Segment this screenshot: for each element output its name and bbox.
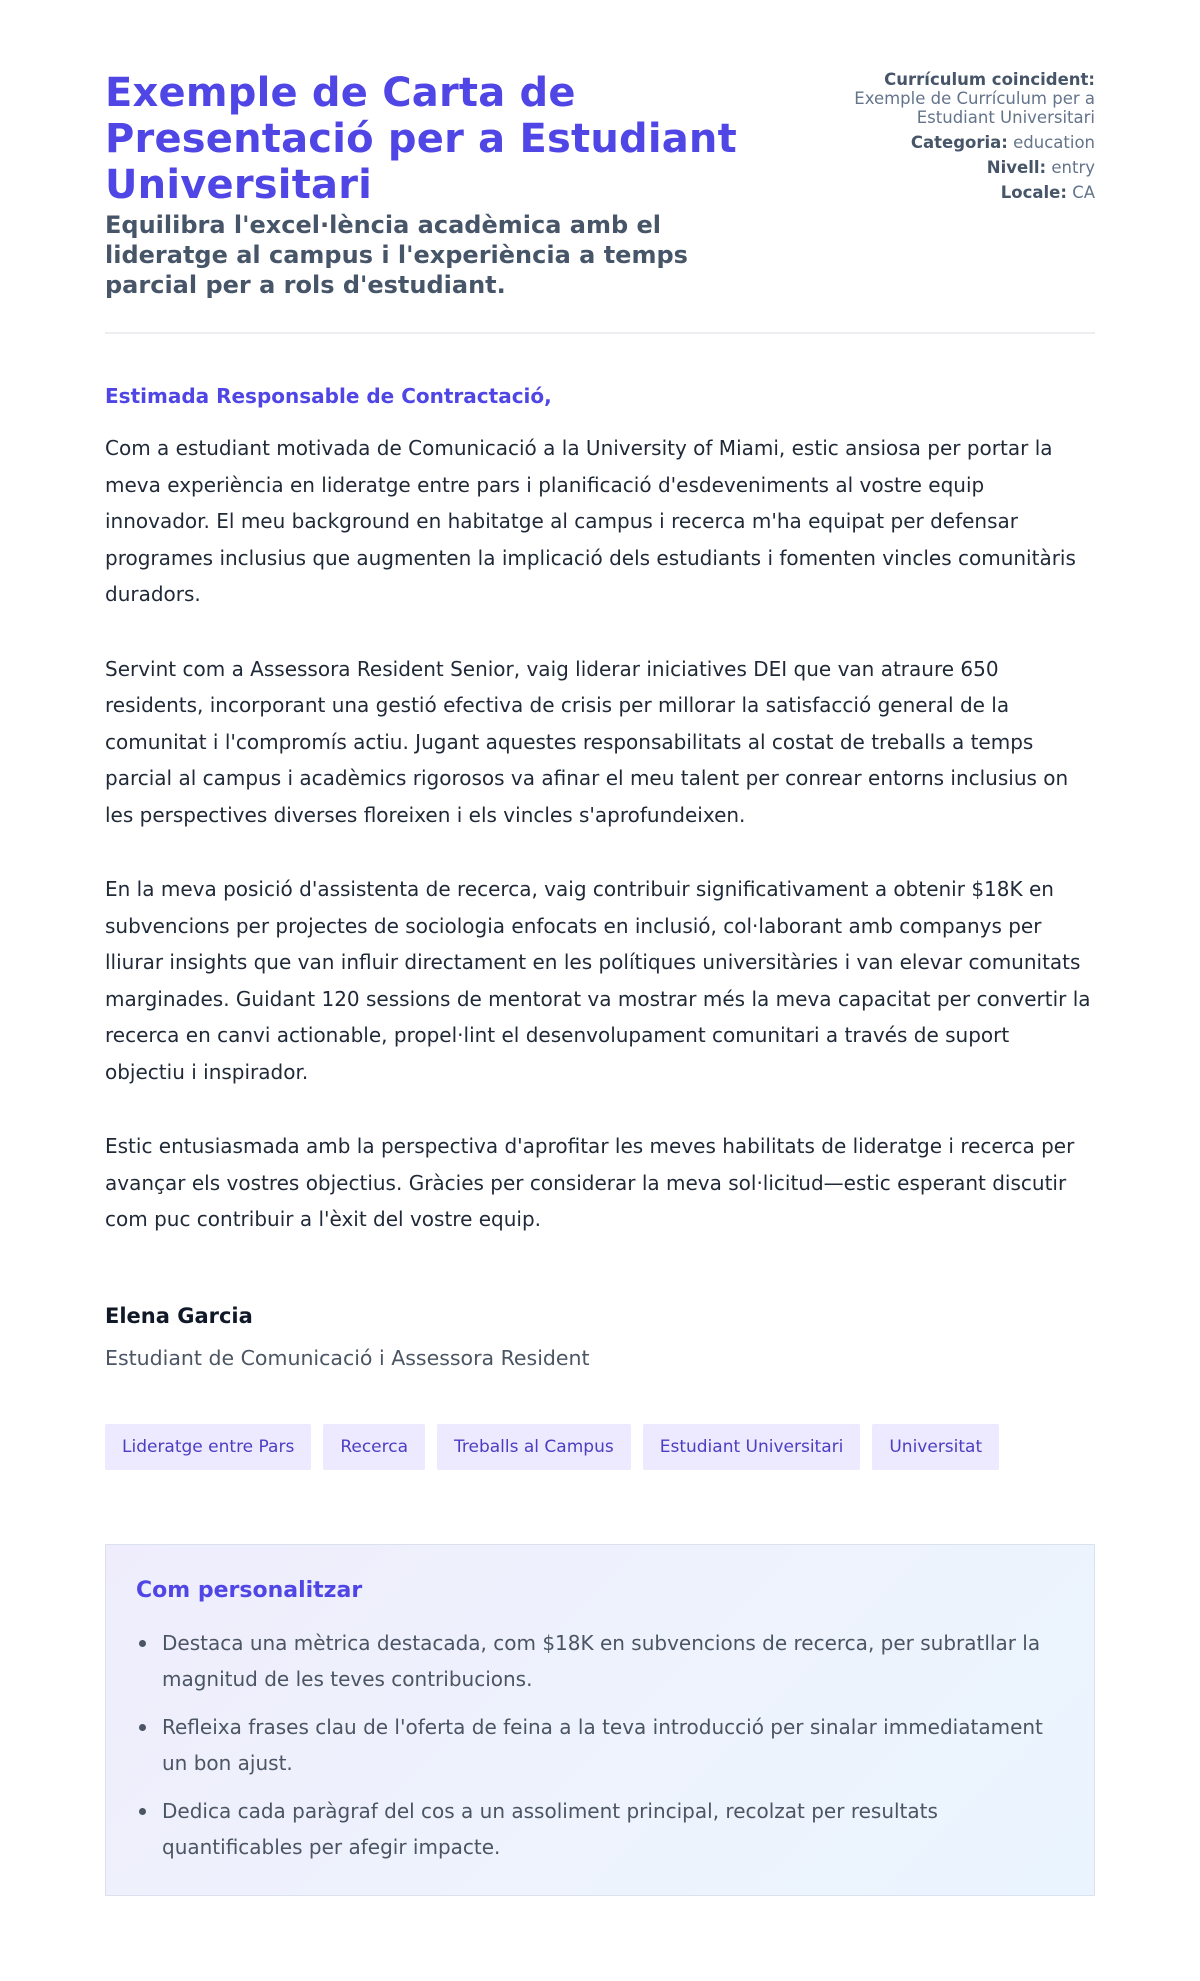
customization-tips-box bbox=[105, 1544, 1095, 1896]
bullet-icon bbox=[139, 1808, 146, 1815]
letter-paragraph-research: En la meva posició d'assistenta de recerca, vaig contribuir significativament a obtenir $18K en subvencions per projectes de sociologia enfocats en inclusió, col·laborant amb companys per lliurar insights que van influir directament en les polítiques universitàries i van elevar comunitats marginades. Guidant 120 sessions de mentorat va mostrar més la meva capacitat per convertir la recerca en canvi actionable, propel·lint el desenvolupament comunitari a través de suport objectiu i inspirador. bbox=[105, 877, 1091, 1084]
tip-item bbox=[136, 1709, 1064, 1781]
tag-list bbox=[105, 1424, 1095, 1470]
meta-level-value: entry bbox=[1051, 158, 1095, 177]
tag-university-student[interactable]: Estudiant Universitari bbox=[643, 1424, 861, 1470]
tip-text: Dedica cada paràgraf del cos a un assoliment principal, recolzat per resultats quantificables per afegir impacte. bbox=[162, 1798, 938, 1859]
letter-paragraph-intro: Com a estudiant motivada de Comunicació a la University of Miami, estic ansiosa per portar la meva experiència en lideratge entre pars i planificació d'esdeveniments al vostre equip innovador. El meu background en habitatge al campus i recerca m'ha equipat per defensar programes inclusius que augmenten la implicació dels estudiants i fomenten vincles comunitàris duradors. bbox=[105, 436, 1076, 606]
tag-campus-jobs[interactable]: Treballs al Campus bbox=[437, 1424, 631, 1470]
signature-role: Estudiant de Comunicació i Assessora Resident bbox=[105, 1345, 590, 1370]
bullet-icon bbox=[139, 1724, 146, 1731]
letter-signature bbox=[105, 1302, 1095, 1372]
page-title: Exemple de Carta de Presentació per a Estudiant Universitari bbox=[105, 70, 737, 208]
letter-paragraphs bbox=[105, 430, 1095, 1238]
meta-level bbox=[795, 158, 1095, 177]
tip-item bbox=[136, 1625, 1064, 1697]
letter-paragraph-leadership: Servint com a Assessora Resident Senior, vaig liderar iniciatives DEI que van atraure 650 residents, incorporant una gestió efectiva de crisis per millorar la satisfacció general de la comunitat i l'compromís actiu. Jugant aquestes responsabilitats al costat de treballs a temps parcial al campus i acadèmics rigorosos va afinar el meu talent per conrear entorns inclusius on les perspectives diverses floreixen i els vincles s'aprofundeixen. bbox=[105, 656, 1069, 827]
meta-category bbox=[795, 133, 1095, 152]
tip-text: Destaca una mètrica destacada, com $18K en subvencions de recerca, per subratllar la magnitud de les teves contribucions. bbox=[162, 1630, 1041, 1691]
tip-item bbox=[136, 1793, 1064, 1865]
meta-category-label: Categoria: bbox=[910, 133, 1008, 152]
meta-locale-value: CA bbox=[1072, 183, 1095, 202]
meta-panel bbox=[795, 70, 1095, 208]
letter-body bbox=[105, 382, 1095, 1372]
tag-research[interactable]: Recerca bbox=[323, 1424, 425, 1470]
letter-greeting: Estimada Responsable de Contractació, bbox=[105, 384, 552, 408]
meta-category-value: education bbox=[1013, 133, 1095, 152]
bullet-icon bbox=[139, 1640, 146, 1647]
signature-name: Elena Garcia bbox=[105, 1303, 253, 1328]
meta-matched-resume-value[interactable]: Exemple de Currículum per a Estudiant Universitari bbox=[854, 89, 1095, 127]
tag-university[interactable]: Universitat bbox=[872, 1424, 999, 1470]
page-subtitle: Equilibra l'excel·lència acadèmica amb el lideratge al campus i l'experiència a temps parcial per a rols d'estudiant. bbox=[105, 211, 688, 299]
cover-letter-page bbox=[105, 0, 1095, 1896]
tips-list bbox=[136, 1625, 1064, 1865]
meta-matched-resume-label: Currículum coincident: bbox=[884, 70, 1095, 89]
meta-locale bbox=[795, 183, 1095, 202]
tips-title: Com personalitzar bbox=[136, 1577, 363, 1603]
tip-text: Refleixa frases clau de l'oferta de feina a la teva introducció per sinalar immediatament un bon ajust. bbox=[162, 1714, 1043, 1775]
tag-peer-leadership[interactable]: Lideratge entre Pars bbox=[105, 1424, 311, 1470]
meta-locale-label: Locale: bbox=[1000, 183, 1067, 202]
page-header bbox=[105, 70, 1095, 334]
meta-level-label: Nivell: bbox=[986, 158, 1047, 177]
letter-paragraph-closing: Estic entusiasmada amb la perspectiva d'aprofitar les meves habilitats de lideratge i recerca per avançar els vostres objectius. Gràcies per considerar la meva sol·licitud—estic esperant discutir com puc contribuir a l'èxit del vostre equip. bbox=[105, 1134, 1075, 1231]
meta-matched-resume bbox=[795, 70, 1095, 127]
header-title-block bbox=[105, 70, 745, 300]
